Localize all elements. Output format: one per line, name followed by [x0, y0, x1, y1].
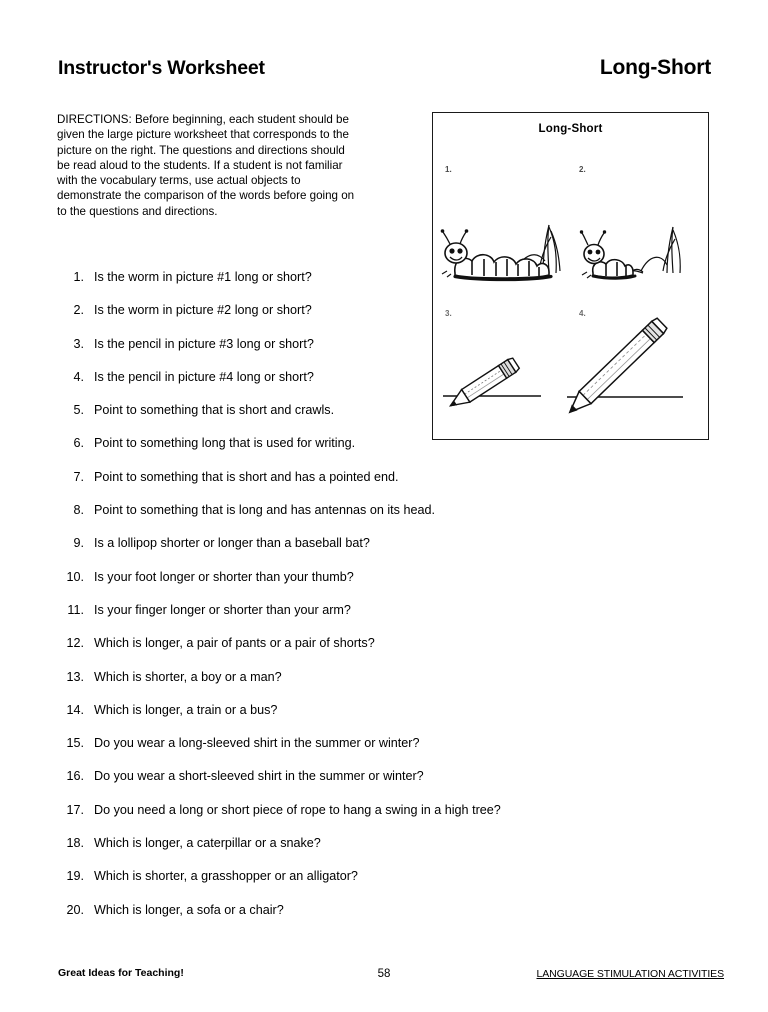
question-row — [58, 503, 698, 536]
question-number: 17. — [66, 802, 84, 817]
question-text: Is a lollipop shorter or longer than a baseball bat? — [94, 536, 370, 551]
panel-number-3: 3. — [445, 309, 452, 318]
question-row — [58, 603, 698, 636]
question-number: 20. — [66, 902, 84, 917]
question-text: Which is shorter, a grasshopper or an alligator? — [94, 869, 358, 884]
question-text: Is the pencil in picture #4 long or short? — [94, 369, 314, 384]
question-row — [58, 636, 698, 669]
question-number: 7. — [73, 469, 84, 484]
question-text: Point to something that is short and has a pointed end. — [94, 469, 399, 484]
illustration-caption: Long-Short — [538, 123, 603, 135]
question-row — [58, 703, 698, 736]
question-row — [58, 270, 698, 303]
footer-left-text: Great Ideas for Teaching! — [58, 967, 184, 979]
question-number: 4. — [73, 369, 84, 384]
question-list — [58, 270, 698, 936]
question-text: Do you need a long or short piece of rope to hang a swing in a high tree? — [94, 802, 501, 817]
question-text: Which is longer, a train or a bus? — [94, 702, 278, 717]
question-row — [58, 403, 698, 436]
question-text: Which is shorter, a boy or a man? — [94, 669, 282, 684]
question-text: Which is longer, a pair of pants or a pair of shorts? — [94, 636, 375, 651]
question-row — [58, 670, 698, 703]
question-text: Is the pencil in picture #3 long or short? — [94, 336, 314, 351]
question-row — [58, 769, 698, 802]
question-text: Is your finger longer or shorter than your arm? — [94, 602, 351, 617]
question-number: 15. — [66, 736, 84, 751]
question-text: Point to something that is long and has antennas on its head. — [94, 503, 435, 518]
question-text: Do you wear a long-sleeved shirt in the summer or winter? — [94, 736, 420, 751]
question-row — [58, 869, 698, 902]
question-row — [58, 337, 698, 370]
question-number: 12. — [66, 636, 84, 651]
question-number: 6. — [73, 436, 84, 451]
question-number: 3. — [73, 336, 84, 351]
page-number: 58 — [377, 968, 391, 980]
question-number: 16. — [66, 769, 84, 784]
question-text: Do you wear a short-sleeved shirt in the summer or winter? — [94, 769, 424, 784]
question-row — [58, 536, 698, 569]
question-row — [58, 370, 698, 403]
question-row — [58, 470, 698, 503]
question-row — [58, 570, 698, 603]
question-number: 5. — [73, 403, 84, 418]
question-number: 18. — [66, 836, 84, 851]
question-number: 9. — [73, 536, 84, 551]
question-number: 1. — [73, 270, 84, 284]
question-row — [58, 803, 698, 836]
question-text: Which is longer, a sofa or a chair? — [94, 902, 284, 917]
question-number: 11. — [67, 602, 84, 617]
question-text: Which is longer, a caterpillar or a snake? — [94, 836, 321, 851]
question-text: Is your foot longer or shorter than your thumb? — [94, 569, 354, 584]
panel-number-1: 1. — [445, 165, 452, 174]
question-number: 8. — [73, 503, 84, 518]
panel-number-2: 2. — [579, 165, 586, 174]
question-number: 14. — [66, 702, 84, 717]
question-number: 10. — [66, 569, 84, 584]
page-title: Instructor's Worksheet — [58, 57, 265, 79]
question-text: Point to something long that is used for writing. — [94, 436, 356, 451]
question-number: 2. — [73, 303, 84, 318]
question-number: 13. — [66, 669, 84, 684]
topic-title: Long-Short — [599, 56, 711, 79]
question-row — [58, 303, 698, 336]
question-row — [58, 903, 698, 936]
question-row — [58, 436, 698, 469]
question-row — [58, 836, 698, 869]
question-text: Is the worm in picture #1 long or short? — [94, 270, 312, 284]
question-text: Point to something that is short and crawls. — [94, 403, 335, 418]
question-text: Is the worm in picture #2 long or short? — [94, 303, 312, 318]
panel-number-4: 4. — [579, 309, 586, 318]
question-row — [58, 736, 698, 769]
directions-paragraph: DIRECTIONS: Before beginning, each student should be given the large picture worksheet that corresponds to the picture on the right. The questions and directions should be read aloud to the students. If a student is not familiar with the vocabulary terms, use actual objects to demonstrate the comparison of the words before going on to the questions and directions. — [57, 113, 355, 218]
footer-right-text: LANGUAGE STIMULATION ACTIVITIES — [536, 968, 724, 980]
question-number: 19. — [66, 869, 84, 884]
